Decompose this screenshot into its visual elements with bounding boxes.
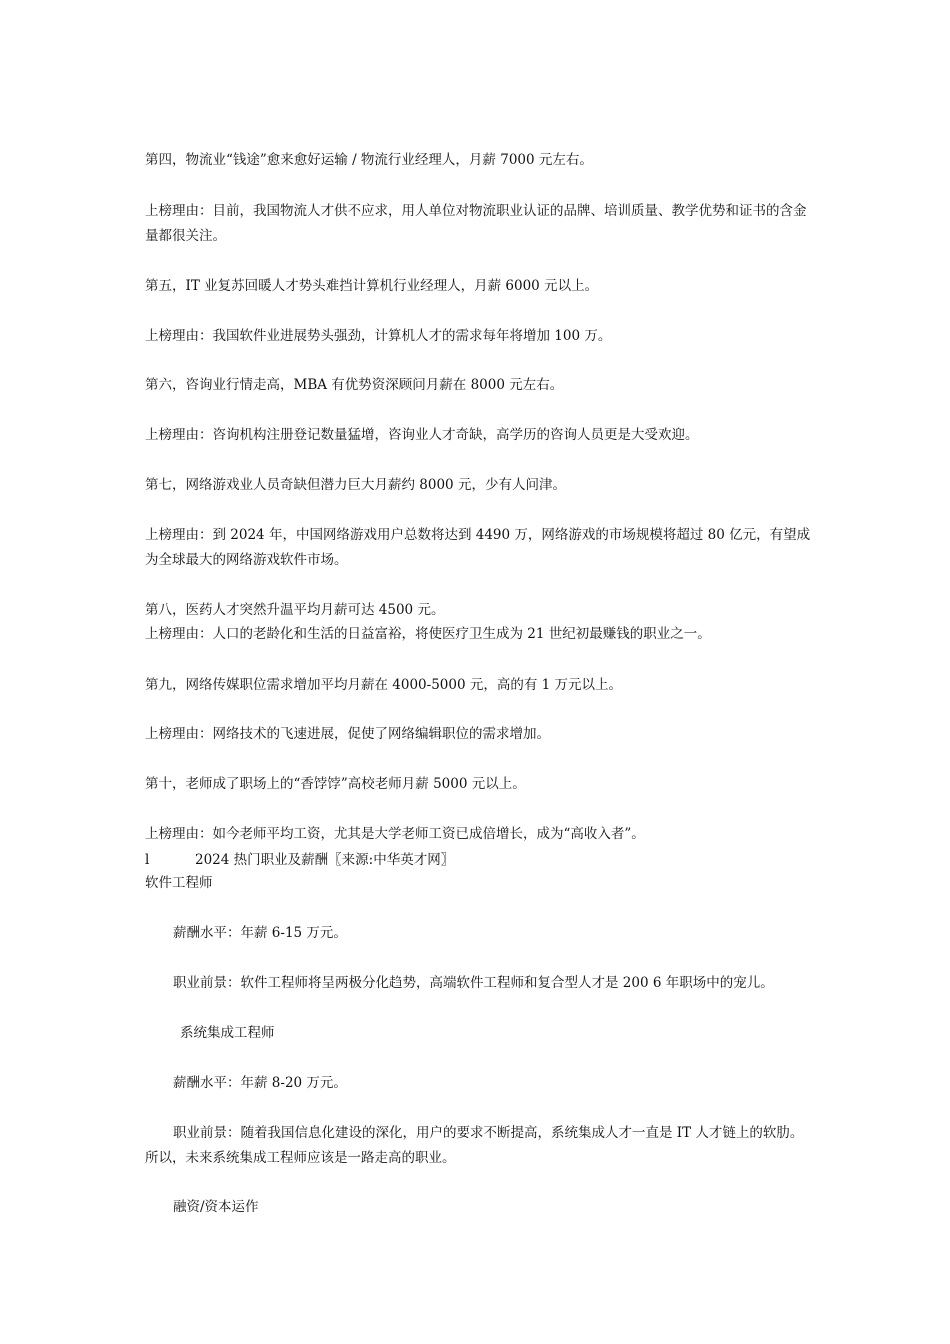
item-8-reason: 上榜理由：人口的老龄化和生活的日益富裕，将使医疗卫生成为 21 世纪初最赚钱的职业之一。 [145,626,711,642]
item-5-reason: 上榜理由：我国软件业进展势头强劲，计算机人才的需求每年将增加 100 万。 [145,328,612,344]
job-title-software: 软件工程师 [145,875,213,891]
item-6-text: 第六，咨询业行情走高，MBA 有优势资深顾问月薪在 8000 元左右。 [145,377,564,393]
item-10-reason: 上榜理由：如今老师平均工资，尤其是大学老师工资已成倍增长，成为“高收入者”。 [145,826,645,842]
job-outlook-integration: 职业前景：随着我国信息化建设的深化，用户的要求不断提高，系统集成人才一直是 IT 人才链上的软肋。所以，未来系统集成工程师应该是一路走高的职业。 [145,1125,804,1166]
item-9-text: 第九，网络传媒职位需求增加平均月薪在 4000-5000 元，高的有 1 万元以上。 [145,677,623,693]
section-heading: 2024 热门职业及薪酬〖来源:中华英才网〗 [195,852,455,868]
item-4-text: 第四，物流业“钱途”愈来愈好运输 / 物流行业经理人，月薪 7000 元左右。 [145,152,593,168]
item-10-text: 第十，老师成了职场上的“香饽饽”高校老师月薪 5000 元以上。 [145,776,526,792]
item-9-reason: 上榜理由：网络技术的飞速进展，促使了网络编辑职位的需求增加。 [145,726,550,742]
item-4-reason: 上榜理由：目前，我国物流人才供不应求，用人单位对物流职业认证的品牌、培训质量、教学优势和证书的含金量都很关注。 [145,203,807,244]
item-8-text: 第八，医药人才突然升温平均月薪可达 4500 元。 [145,602,445,618]
job-salary-software: 薪酬水平：年薪 6-15 万元。 [173,925,347,941]
job-salary-integration: 薪酬水平：年薪 8-20 万元。 [173,1075,347,1091]
item-7-text: 第七，网络游戏业人员奇缺但潜力巨大月薪约 8000 元，少有人问津。 [145,477,566,493]
item-7-reason: 上榜理由：到 2024 年，中国网络游戏用户总数将达到 4490 万，网络游戏的市场规模将超过 80 亿元，有望成为全球最大的网络游戏软件市场。 [145,527,811,568]
job-outlook-software: 职业前景：软件工程师将呈两极分化趋势，高端软件工程师和复合型人才是 200 6 年职场中的宠儿。 [173,975,774,991]
item-6-reason: 上榜理由：咨询机构注册登记数量猛增，咨询业人才奇缺，高学历的咨询人员更是大受欢迎。 [145,427,699,443]
job-title-finance: 融资/资本运作 [173,1199,259,1215]
job-title-integration: 系统集成工程师 [180,1025,275,1041]
bullet-marker: l [145,852,150,868]
item-5-text: 第五，IT 业复苏回暖人才势头难挡计算机行业经理人，月薪 6000 元以上。 [145,278,599,294]
